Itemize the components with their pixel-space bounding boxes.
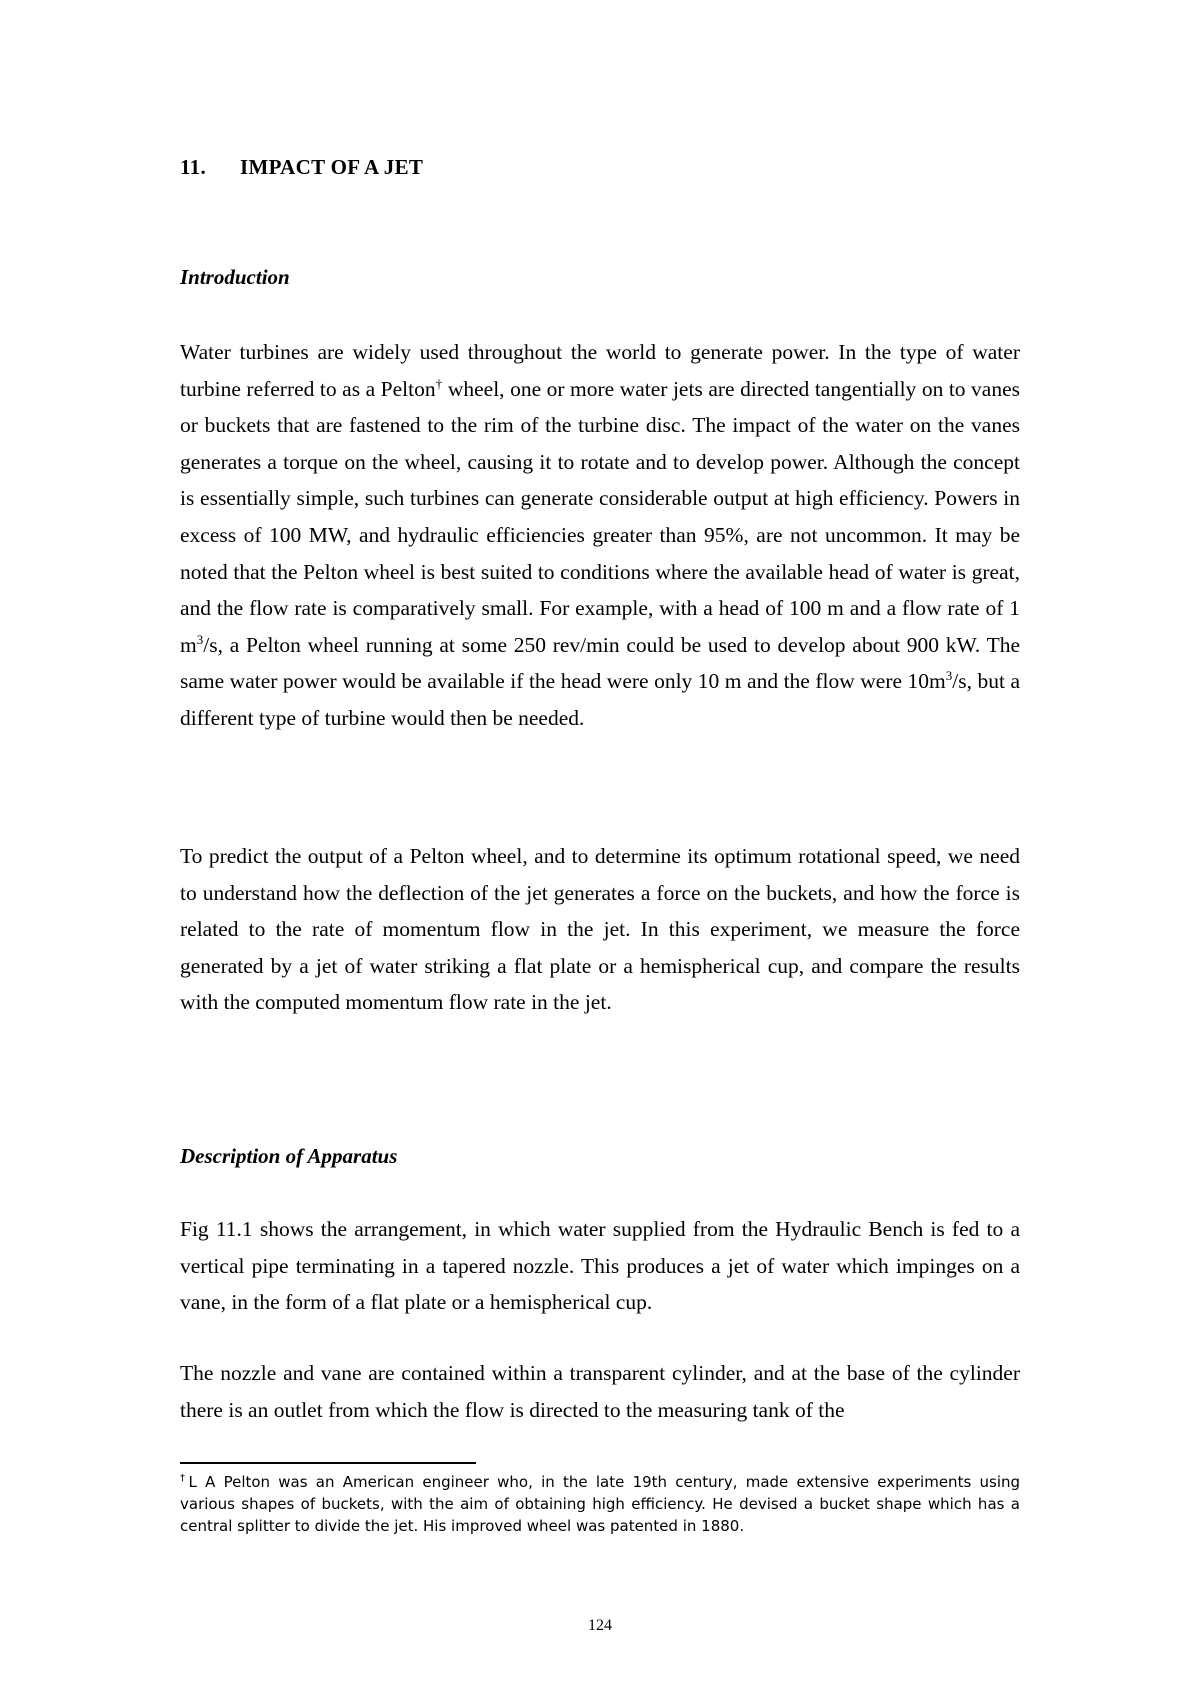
exponent: 3 <box>945 668 953 684</box>
footnote-reference-mark: † <box>435 375 443 391</box>
intro-p1-text-b: wheel, one or more water jets are directed tangentially on to vanes or buckets that are fastened to the rim of the turbine disc. The impact of the water on the vanes generates a torque on the wheel, causing it to rotate and to develop power. Although the concept is essentially simple, such turbines can generate considerable output at high efficiency. Powers in excess of 100 MW, and hydraulic efficiencies greater than 95%, are not uncommon. It may be noted that the Pelton wheel is best suited to conditions where the available head of water is great, and the flow rate is comparatively small. For example, with a head of 100 m and a flow rate of 1 m <box>180 376 1021 657</box>
introduction-paragraph-1 <box>180 334 1020 737</box>
apparatus-heading: Description of Apparatus <box>180 1144 398 1168</box>
page-number: 124 <box>588 1617 612 1634</box>
chapter-title <box>180 155 423 180</box>
footnote-divider <box>180 1462 476 1464</box>
chapter-number: 11. <box>180 155 206 179</box>
apparatus-paragraph-2: The nozzle and vane are contained within a transparent cylinder, and at the base of the cylinder there is an outlet from which the flow is directed to the measuring tank of the <box>180 1361 1020 1422</box>
chapter-heading-text: IMPACT OF A JET <box>240 155 424 179</box>
intro-p1-text-d: /s, but a different type of turbine would then be needed. <box>180 669 1021 730</box>
exponent: 3 <box>196 631 204 647</box>
intro-p1-text-c: /s, a Pelton wheel running at some 250 rev/min could be used to develop about 900 kW. The same water power would be available if the head were only 10 m and the flow were 10m <box>180 632 1020 694</box>
introduction-paragraph-2: To predict the output of a Pelton wheel, and to determine its optimum rotational speed, we need to understand how the deflection of the jet generates a force on the buckets, and how the force is related to the rate of momentum flow in the jet. In this experiment, we measure the force generated by a jet of water striking a flat plate or a hemispherical cup, and compare the results with the computed momentum flow rate in the jet. <box>180 844 1020 1015</box>
apparatus-paragraph-1: Fig 11.1 shows the arrangement, in which water supplied from the Hydraulic Bench is fed to a vertical pipe terminating in a tapered nozzle. This produces a jet of water which impinges on a vane, in the form of a flat plate or a hemispherical cup. <box>180 1217 1020 1315</box>
footnote-marker: † <box>180 1473 189 1484</box>
introduction-heading: Introduction <box>180 265 290 289</box>
footnote-text: L A Pelton was an American engineer who, in the late 19th century, made extensive experiments using various shapes of buckets, with the aim of obtaining high efficiency. He devised a bucket shape which has a central splitter to divide the jet. His improved wheel was patented in 1880. <box>180 1473 1021 1535</box>
intro-p1-text-a: Water turbines are widely used throughout the world to generate power. In the type of water turbine referred to as a Pelton <box>180 340 1020 401</box>
footnote <box>180 1471 1020 1537</box>
